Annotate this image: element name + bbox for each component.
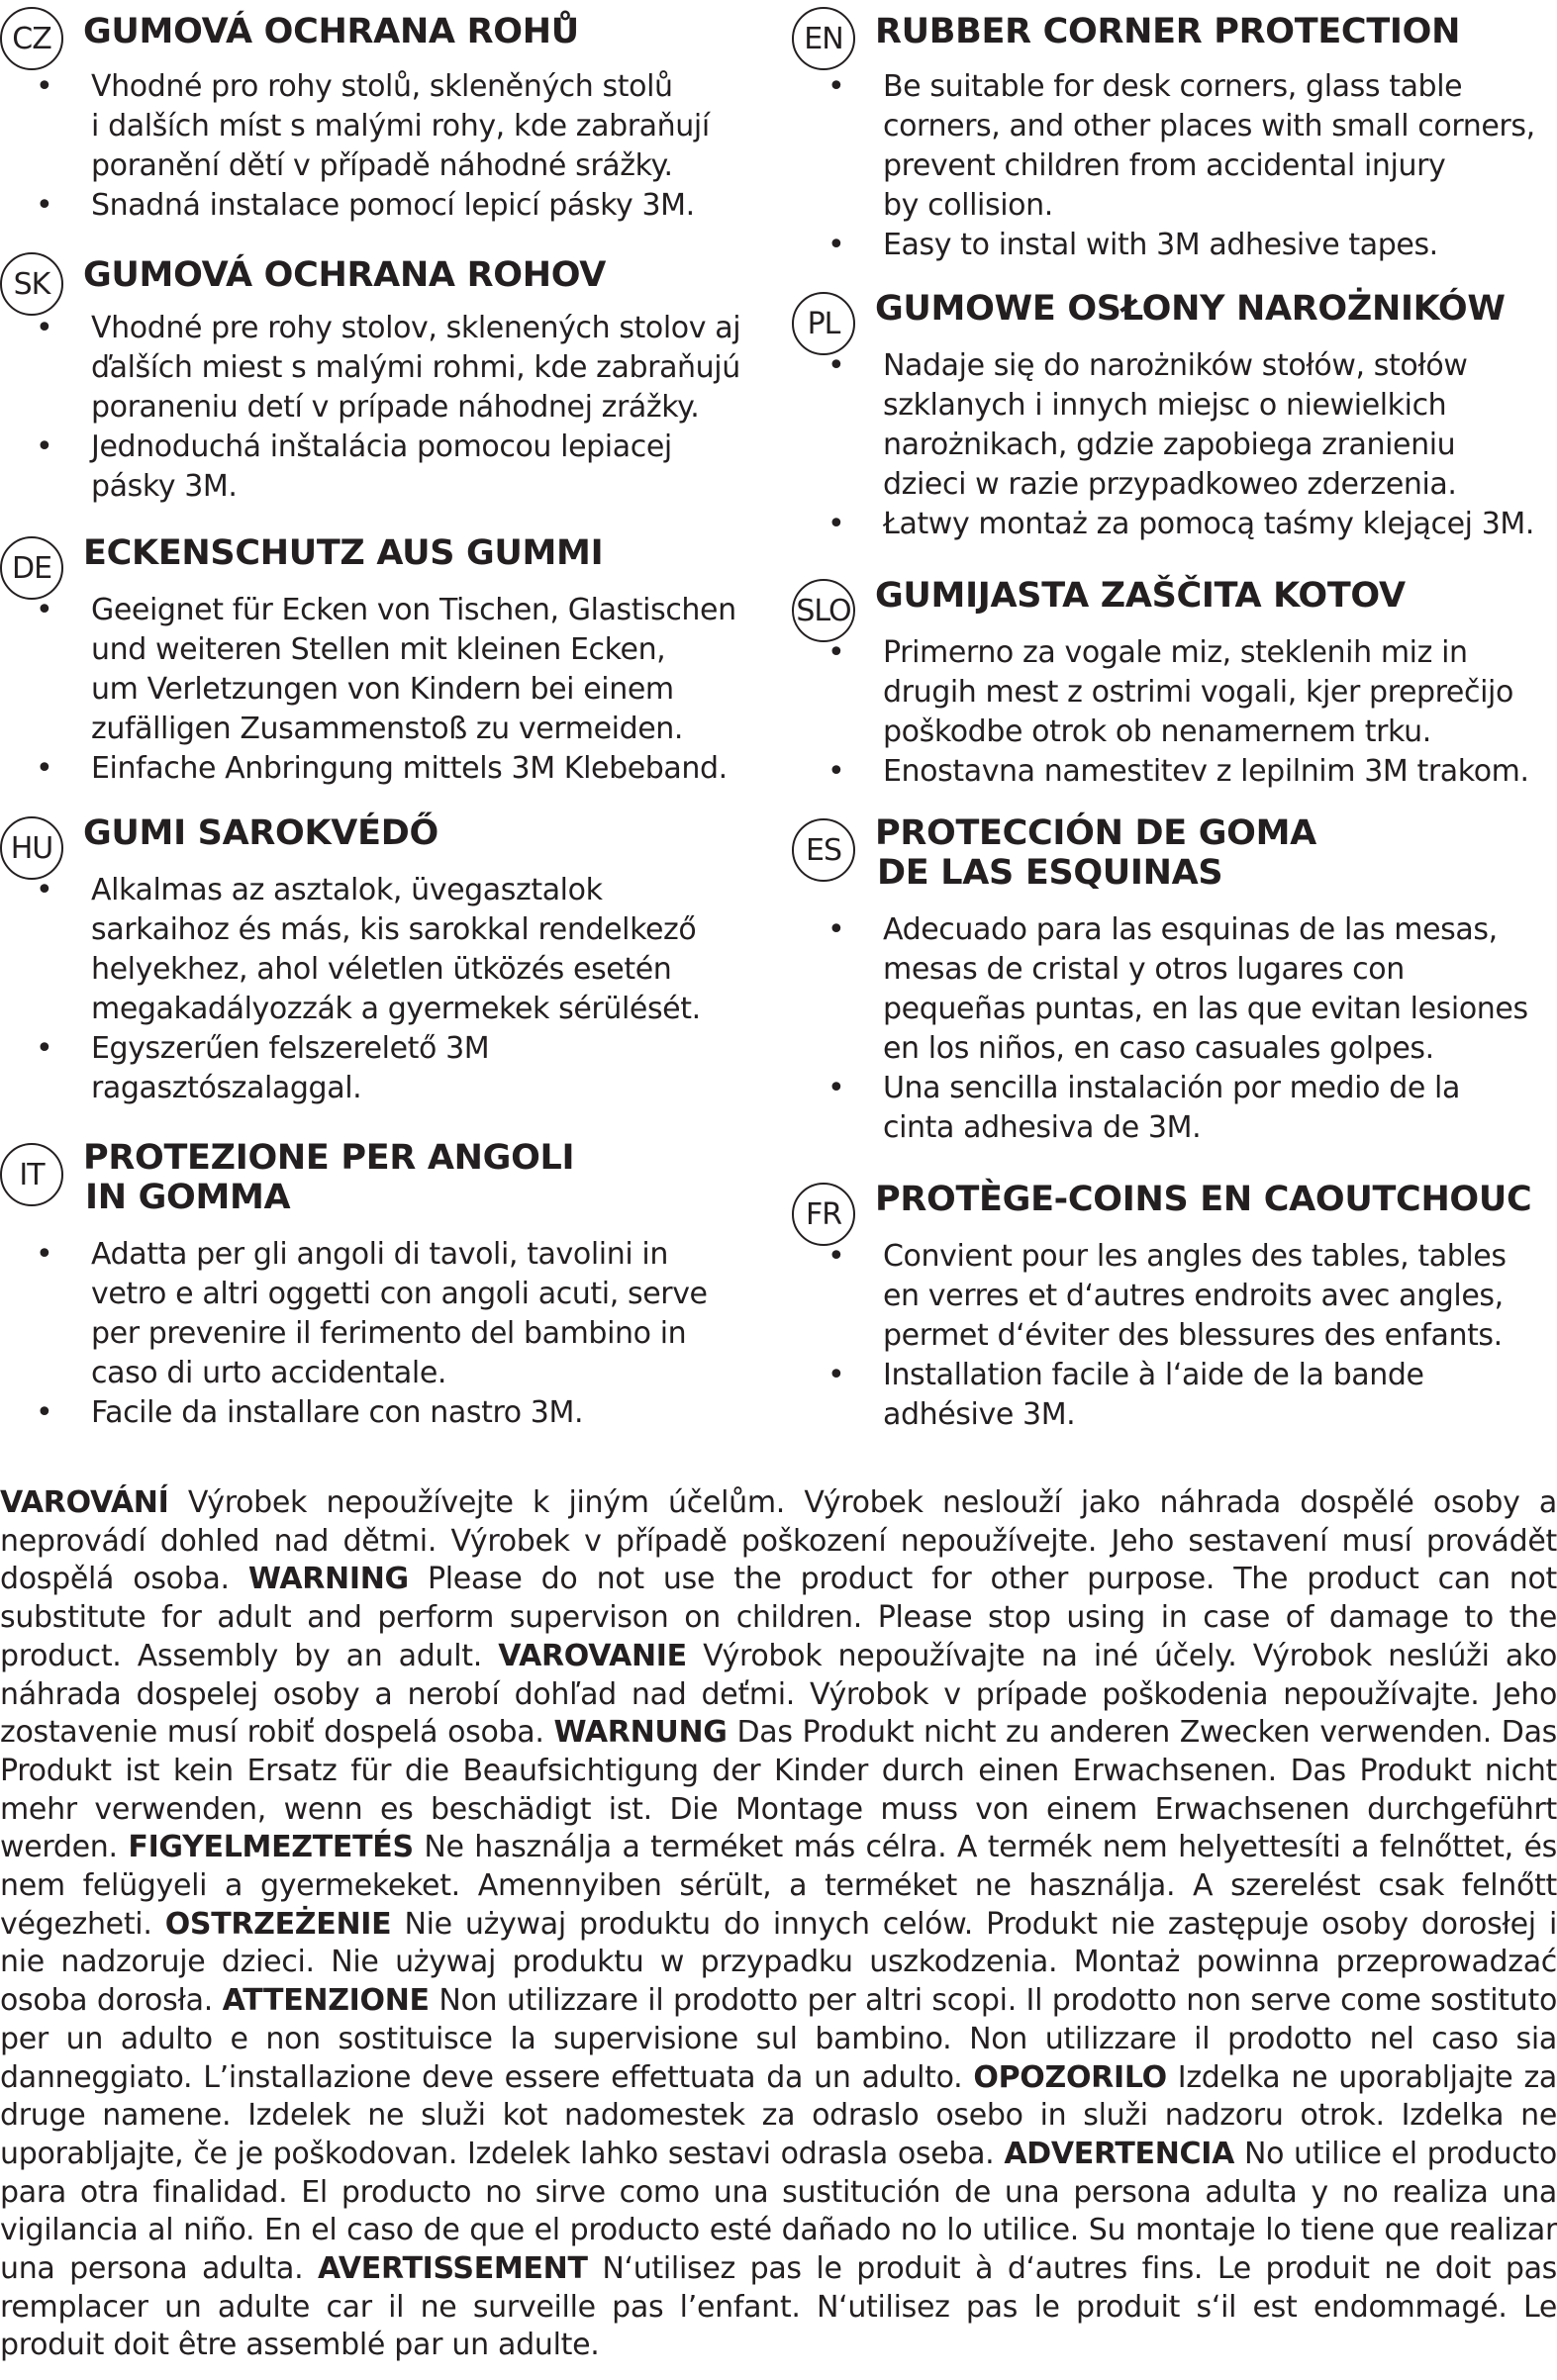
language-badge-es: ES	[792, 818, 855, 882]
list-item	[36, 309, 774, 428]
language-badge-en: EN	[792, 7, 855, 70]
warning-text-de: Das Produkt nicht zu anderen Zwecken verwenden. Das Produkt ist kein Ersatz für die Beaufsichtigung der Kinder durch einen Erwachsenen. Das Produkt nicht mehr verwenden, wenn es beschädigt ist. Die Montage muss von einem Erwachsenen durchgeführt werden.	[0, 1715, 1557, 1865]
bullet-icon: •	[827, 348, 845, 383]
warning-label-sk: VAROVANIE	[498, 1638, 687, 1673]
language-badge-de: DE	[0, 536, 63, 600]
list-item	[36, 871, 774, 1029]
list-item	[827, 752, 1557, 792]
warning-text-it: Non utilizzare il prodotto per altri scopi. Il prodotto non serve come sostituto per un adulto e non sostituisce la supervisione sul bambino. Non utilizzare il prodotto nel caso sia danneggiato. L’installazione deve essere effettuata da un adulto.	[0, 1983, 1557, 2095]
warning-label-en: WARNING	[247, 1562, 409, 1597]
warning-paragraph	[0, 1484, 1557, 2365]
list-item-text: Adecuado para las esquinas de las mesas, mesas de cristal y otros lugares con pequeñas puntas, en las que evitan lesiones en los niños, en caso casuales golpes.	[883, 912, 1528, 1066]
section-title-line: PROTECCIÓN DE GOMA	[875, 813, 1316, 853]
bullet-icon: •	[36, 311, 53, 345]
list-item	[827, 67, 1557, 226]
warning-label-cz: VAROVÁNÍ	[0, 1485, 169, 1520]
bullet-list-es	[827, 910, 1557, 1148]
list-item-text: Jednoduchá inštalácia pomocou lepiacej pásky 3M.	[91, 429, 672, 504]
bullet-icon: •	[36, 593, 53, 627]
warning-label-it: ATTENZIONE	[222, 1983, 430, 2019]
bullet-icon: •	[827, 228, 845, 262]
language-badge-slo: SLO	[792, 579, 855, 642]
section-title-line: GUMOVÁ OCHRANA ROHOV	[83, 255, 607, 295]
section-title-line: RUBBER CORNER PROTECTION	[875, 12, 1461, 51]
list-item	[36, 428, 774, 507]
list-item-text: Enostavna namestitev z lepilnim 3M trakom.	[883, 754, 1529, 789]
section-title-line: GUMOWE OSŁONY NAROŻNIKÓW	[875, 289, 1506, 329]
bullet-icon: •	[36, 751, 53, 786]
list-item-text: Nadaje się do narożników stołów, stołów szklanych i innych miejsc o niewielkich narożnikach, gdzie zapobiega zranieniu dzieci w razie przypadkoweo zderzenia.	[883, 348, 1468, 502]
section-title-es	[875, 813, 1316, 893]
bullet-list-de	[36, 591, 774, 789]
section-title-cz	[83, 12, 579, 51]
list-item	[827, 505, 1557, 544]
list-item	[36, 67, 774, 186]
section-title-line: IN GOMMA	[85, 1178, 291, 1217]
warning-text-pl: Nie używaj produktu do innych celów. Produkt nie zastępuje osoby dorosłej i nie nadzoruje dzieci. Nie używaj produktu w przypadku uszkodzenia. Montaż powinna przeprowadzać osoba dorosła.	[0, 1906, 1557, 2019]
list-item	[827, 1356, 1557, 1435]
section-title-line: ECKENSCHUTZ AUS GUMMI	[83, 533, 604, 573]
language-badge-it: IT	[0, 1143, 63, 1206]
bullet-icon: •	[827, 1358, 845, 1392]
list-item-text: Installation facile à l‘aide de la bande adhésive 3M.	[883, 1358, 1424, 1432]
warning-text-en: Please do not use the product for other purpose. The product can not substitute for adult and perform supervison on children. Please stop using in case of damage to the product. Assembly by an adult.	[0, 1562, 1557, 1673]
section-title-line: GUMOVÁ OCHRANA ROHŮ	[83, 12, 579, 51]
section-title-fr	[875, 1180, 1531, 1219]
bullet-icon: •	[36, 873, 53, 907]
section-title-line: GUMIJASTA ZAŠČITA KOTOV	[875, 576, 1406, 616]
list-item	[36, 749, 774, 789]
list-item	[827, 1237, 1557, 1356]
section-title-it	[83, 1138, 574, 1217]
bullet-icon: •	[827, 1239, 845, 1274]
list-item-text: Easy to instal with 3M adhesive tapes.	[883, 228, 1438, 262]
bullet-list-pl	[827, 346, 1557, 544]
list-item-text: Egyszerűen felszerelető 3M ragasztószalaggal.	[91, 1031, 490, 1105]
warning-label-hu: FIGYELMEZTETÉS	[128, 1830, 414, 1865]
language-badge-hu: HU	[0, 816, 63, 880]
bullet-icon: •	[36, 1031, 53, 1066]
language-badge-pl: PL	[792, 292, 855, 355]
bullet-icon: •	[827, 912, 845, 947]
section-title-line: PROTÈGE-COINS EN CAOUTCHOUC	[875, 1180, 1532, 1219]
list-item	[827, 226, 1557, 265]
list-item	[827, 346, 1557, 505]
warning-label-slo: OPOZORILO	[973, 2059, 1167, 2095]
list-item-text: Einfache Anbringung mittels 3M Klebeband.	[91, 751, 728, 786]
list-item-text: Facile da installare con nastro 3M.	[91, 1395, 584, 1430]
bullet-list-cz	[36, 67, 774, 226]
warning-text-cz: Výrobek nepoužívejte k jiným účelům. Výrobek neslouží jako náhrada dospělé osoby a neprovádí dohled nad dětmi. Výrobek v případě poškození nepoužívejte. Jeho sestavení musí provádět dospělá osoba.	[0, 1485, 1557, 1597]
bullet-list-it	[36, 1235, 774, 1433]
warning-label-es: ADVERTENCIA	[1004, 2136, 1235, 2171]
section-title-de	[83, 533, 603, 573]
language-badge-fr: FR	[792, 1183, 855, 1246]
list-item	[36, 1029, 774, 1108]
list-item-text: Alkalmas az asztalok, üvegasztalok sarkaihoz és más, kis sarokkal rendelkező helyekhez, ahol véletlen ütközés esetén megakadályozzák a gyermekek sérülését.	[91, 873, 701, 1026]
bullet-icon: •	[827, 1071, 845, 1105]
list-item-text: Snadná instalace pomocí lepicí pásky 3M.	[91, 188, 695, 223]
bullet-icon: •	[36, 1237, 53, 1272]
bullet-icon: •	[827, 635, 845, 670]
list-item-text: Primerno za vogale miz, steklenih miz in drugih mest z ostrimi vogali, kjer preprečijo poškodbe otrok ob nenamernem trku.	[883, 635, 1513, 749]
warning-label-pl: OSTRZEŻENIE	[164, 1906, 392, 1942]
list-item-text: Convient pour les angles des tables, tables en verres et d‘autres endroits avec angles, permet d‘éviter des blessures des enfants.	[883, 1239, 1507, 1353]
section-title-hu	[83, 813, 438, 853]
bullet-list-slo	[827, 633, 1557, 792]
list-item-text: Vhodné pro rohy stolů, skleněných stolů i dalších míst s malými rohy, kde zabraňují poranění dětí v případě náhodné srážky.	[91, 69, 710, 183]
bullet-icon: •	[827, 69, 845, 104]
list-item	[827, 910, 1557, 1069]
bullet-icon: •	[36, 69, 53, 104]
warning-label-fr: AVERTISSEMENT	[318, 2251, 588, 2287]
list-item-text: Una sencilla instalación por medio de la cinta adhesiva de 3M.	[883, 1071, 1460, 1145]
list-item-text: Be suitable for desk corners, glass table corners, and other places with small corners, prevent children from accidental injury by collision.	[883, 69, 1535, 223]
bullet-list-fr	[827, 1237, 1557, 1435]
language-badge-sk: SK	[0, 252, 63, 316]
list-item-text: Geeignet für Ecken von Tischen, Glastischen und weiteren Stellen mit kleinen Ecken, um Verletzungen von Kindern bei einem zufälligen Zusammenstoß zu vermeiden.	[91, 593, 736, 746]
warning-text-slo: Izdelka ne uporabljajte za druge namene. Izdelek ne služi kot nadomestek za odraslo osebo in služi nadzoru otrok. Izdelka ne uporabljajte, če je poškodovan. Izdelek lahko sestavi odrasla oseba.	[0, 2059, 1557, 2171]
section-title-line: GUMI SAROKVÉDŐ	[83, 813, 438, 853]
list-item-text: Łatwy montaż za pomocą taśmy klejącej 3M.	[883, 507, 1535, 541]
list-item	[827, 633, 1557, 752]
warning-text-es: No utilice el producto para otra finalidad. El producto no sirve como una sustitución de una persona adulta y no realiza una vigilancia al niño. En el caso de que el producto esté dañado no lo utilice. Su montaje lo tiene que realizar una persona adulta.	[0, 2136, 1557, 2287]
list-item-text: Vhodné pre rohy stolov, sklenených stolov aj ďalších miest s malými rohmi, kde zabraňujú poraneniu detí v prípade náhodnej zrážky.	[91, 311, 741, 425]
section-title-slo	[875, 576, 1406, 616]
list-item-text: Adatta per gli angoli di tavoli, tavolini in vetro e altri oggetti con angoli acuti, serve per prevenire il ferimento del bambino in caso di urto accidentale.	[91, 1237, 708, 1390]
section-title-line: DE LAS ESQUINAS	[877, 853, 1223, 893]
bullet-icon: •	[36, 429, 53, 464]
warning-text-fr: N‘utilisez pas le produit à d‘autres fins. Le produit ne doit pas remplacer un adulte car il ne surveille pas l’enfant. N‘utilisez pas le produit s‘il est endommagé. Le produit doit être assemblé par un adulte.	[0, 2251, 1557, 2363]
bullet-list-hu	[36, 871, 774, 1108]
bullet-icon: •	[36, 188, 53, 223]
warning-text-hu: Ne használja a terméket más célra. A termék nem helyettesíti a felnőttet, és nem felügyeli a gyermekeket. Amennyiben sérült, a terméket ne használja. A szerelést csak felnőtt végezheti.	[0, 1830, 1557, 1942]
list-item	[827, 1069, 1557, 1148]
section-title-sk	[83, 255, 606, 295]
list-item	[36, 186, 774, 226]
bullet-list-sk	[36, 309, 774, 507]
warning-text-sk: Výrobok nepoužívajte na iné účely. Výrobok neslúži ako náhrada dospelej osoby a nerobí dohľad nad deťmi. Výrobok v prípade poškodenia nepoužívajte. Jeho zostavenie musí robiť dospelá osoba.	[0, 1638, 1557, 1751]
bullet-icon: •	[827, 507, 845, 541]
section-title-en	[875, 12, 1460, 51]
warning-label-de: WARNUNG	[553, 1715, 728, 1751]
bullet-list-en	[827, 67, 1557, 265]
bullet-icon: •	[36, 1395, 53, 1430]
section-title-line: PROTEZIONE PER ANGOLI	[83, 1138, 575, 1178]
list-item	[36, 591, 774, 749]
list-item	[36, 1393, 774, 1433]
bullet-icon: •	[827, 754, 845, 789]
section-title-pl	[875, 289, 1506, 329]
list-item	[36, 1235, 774, 1393]
language-badge-cz: CZ	[0, 7, 63, 70]
